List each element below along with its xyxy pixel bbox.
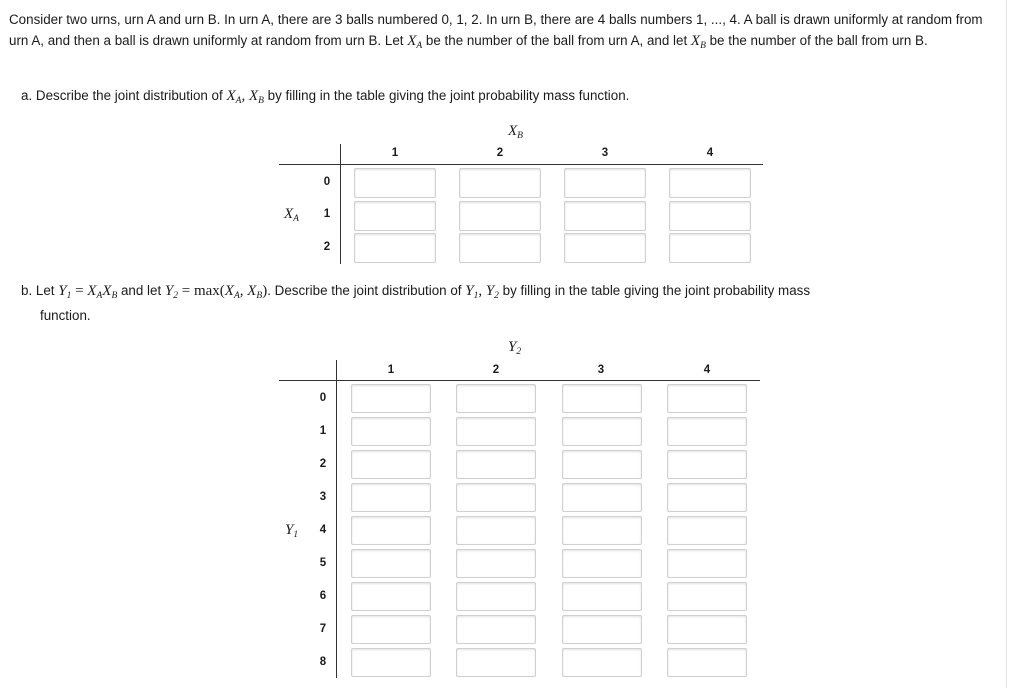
table-b-cell-y1-4-y2-1[interactable]	[351, 516, 431, 545]
table-b-cell-y1-8-y2-2[interactable]	[456, 648, 536, 677]
table-b-cell-y1-4-y2-4[interactable]	[667, 516, 747, 545]
table-b-cell-y1-5-y2-3[interactable]	[562, 549, 642, 578]
table-b-row-header: 2	[319, 458, 327, 470]
table-a-col-header: 3	[601, 147, 609, 159]
table-a-cell-xa0-xb3[interactable]	[564, 168, 646, 198]
table-b-cell-y1-6-y2-2[interactable]	[456, 582, 536, 611]
table-b-cell-y1-6-y2-3[interactable]	[562, 582, 642, 611]
question-b-text-1: Let	[35, 283, 59, 298]
table-b-cell-y1-7-y2-1[interactable]	[351, 615, 431, 644]
question-b: b. Let $Y_1 = X_AX_B$ and let $Y_2 = \max(X_A$, $X_B$). Describe the joint distribution of $Y_1$, $Y_2$ by filling in the table giving the joint probability mass function.	[21, 281, 981, 326]
intro-text-3: be the number of the ball from urn B.	[705, 33, 928, 48]
table-b-cell-y1-0-y2-1[interactable]	[351, 384, 431, 413]
table-b-cell-y1-8-y2-1[interactable]	[351, 648, 431, 677]
table-b-cell-y1-1-y2-1[interactable]	[351, 417, 431, 446]
table-b-cell-y1-8-y2-3[interactable]	[562, 648, 642, 677]
table-b-cell-y1-4-y2-3[interactable]	[562, 516, 642, 545]
table-b-cell-y1-7-y2-4[interactable]	[667, 615, 747, 644]
math-y1-def: $Y_1$	[58, 283, 72, 301]
table-a-col-header: 4	[706, 147, 714, 159]
table-a-row-header: 2	[323, 241, 331, 253]
table-b-row-variable: $Y_1$	[285, 522, 299, 540]
table-b-cell-y1-3-y2-3[interactable]	[562, 483, 642, 512]
table-b-col-header: 4	[703, 364, 711, 376]
intro-text-1: Consider two urns, urn A and urn B. In urn A, there are 3 balls numbered 0, 1, 2. In urn B, there are 4 balls numbers 1, ..., 4. A ball is drawn uniformly at random from urn A, and then a ball is drawn uniformly at random from urn B. Let	[9, 12, 983, 48]
table-b-cell-y1-8-y2-4[interactable]	[667, 648, 747, 677]
table-a-cell-xa2-xb2[interactable]	[459, 233, 541, 263]
table-a-row-header: 1	[323, 208, 331, 220]
table-b-cell-y1-3-y2-2[interactable]	[456, 483, 536, 512]
table-a-cell-xa1-xb1[interactable]	[354, 201, 436, 231]
table-a-cell-xa1-xb2[interactable]	[459, 201, 541, 231]
table-a-cell-xa2-xb3[interactable]	[564, 233, 646, 263]
table-b-cell-y1-2-y2-3[interactable]	[562, 450, 642, 479]
table-b-cell-y1-0-y2-4[interactable]	[667, 384, 747, 413]
table-b-col-header: 2	[492, 364, 500, 376]
table-b-col-variable: $Y_2$	[508, 339, 522, 357]
question-a-label: a.	[21, 88, 33, 103]
table-b-cell-y1-4-y2-2[interactable]	[456, 516, 536, 545]
question-a	[21, 86, 629, 111]
table-b-cell-y1-1-y2-2[interactable]	[456, 417, 536, 446]
table-a-cell-xa1-xb3[interactable]	[564, 201, 646, 231]
table-b-cell-y1-1-y2-3[interactable]	[562, 417, 642, 446]
table-b-col-header: 1	[387, 364, 395, 376]
table-b-cell-y1-6-y2-4[interactable]	[667, 582, 747, 611]
table-b-row-header: 0	[319, 392, 327, 404]
table-b-row-divider	[336, 360, 337, 678]
table-b-cell-y1-6-y2-1[interactable]	[351, 582, 431, 611]
table-b-cell-y1-7-y2-3[interactable]	[562, 615, 642, 644]
table-b-cell-y1-7-y2-2[interactable]	[456, 615, 536, 644]
table-b-row-header: 6	[319, 590, 327, 602]
question-b-text-3: . Describe the joint distribution of	[267, 283, 466, 298]
table-a-cell-xa0-xb1[interactable]	[354, 168, 436, 198]
table-b-cell-y1-3-y2-4[interactable]	[667, 483, 747, 512]
table-b-cell-y1-0-y2-3[interactable]	[562, 384, 642, 413]
intro-text-2: be the number of the ball from urn A, and let	[422, 33, 691, 48]
table-a-row-divider	[340, 144, 341, 264]
table-b-cell-y1-5-y2-1[interactable]	[351, 549, 431, 578]
table-a-cell-xa2-xb4[interactable]	[669, 233, 751, 263]
math-xa-xb: $X_A$, $X_B$	[226, 88, 264, 106]
table-a-cell-xa0-xb2[interactable]	[459, 168, 541, 198]
table-b-cell-y1-2-y2-2[interactable]	[456, 450, 536, 479]
table-b-cell-y1-2-y2-1[interactable]	[351, 450, 431, 479]
question-b-text-5: function.	[40, 308, 91, 323]
table-b-row-header: 7	[319, 623, 327, 635]
question-b-text-4: by filling in the table giving the joint probability mass	[498, 283, 811, 298]
table-a-row-header: 0	[323, 176, 331, 188]
table-a-cell-xa2-xb1[interactable]	[354, 233, 436, 263]
math-xa: $X_A$	[407, 33, 423, 51]
question-a-text-1: Describe the joint distribution of	[35, 88, 227, 103]
table-a-header-rule	[279, 164, 763, 165]
table-b-cell-y1-3-y2-1[interactable]	[351, 483, 431, 512]
table-b-cell-y1-5-y2-4[interactable]	[667, 549, 747, 578]
table-b-row-header: 8	[319, 656, 327, 668]
table-b-cell-y1-5-y2-2[interactable]	[456, 549, 536, 578]
table-b-row-header: 4	[319, 524, 327, 536]
table-b-cell-y1-0-y2-2[interactable]	[456, 384, 536, 413]
table-a-row-variable: $X_A$	[284, 206, 299, 224]
table-b-row-header: 5	[319, 557, 327, 569]
math-y1-y2: $Y_1$, $Y_2$	[465, 283, 499, 301]
table-b-row-header: 1	[319, 425, 327, 437]
math-xb: $X_B$	[690, 33, 706, 51]
math-max-fn: max	[193, 283, 220, 299]
problem-intro	[9, 9, 999, 57]
table-a-cell-xa0-xb4[interactable]	[669, 168, 751, 198]
question-b-text-2: and let	[117, 283, 165, 298]
table-b-cell-y1-1-y2-4[interactable]	[667, 417, 747, 446]
table-a-col-header: 1	[391, 147, 399, 159]
table-b-row-header: 3	[319, 491, 327, 503]
table-a-cell-xa1-xb4[interactable]	[669, 201, 751, 231]
table-a-col-header: 2	[496, 147, 504, 159]
question-a-text-2: by filling in the table giving the joint probability mass function.	[263, 88, 630, 103]
question-b-label: b.	[21, 283, 33, 298]
table-b-cell-y1-2-y2-4[interactable]	[667, 450, 747, 479]
table-a-col-variable: $X_B$	[508, 123, 523, 141]
table-b-header-rule	[279, 380, 760, 381]
table-b-col-header: 3	[597, 364, 605, 376]
math-y2-def: $Y_2$	[164, 283, 178, 301]
